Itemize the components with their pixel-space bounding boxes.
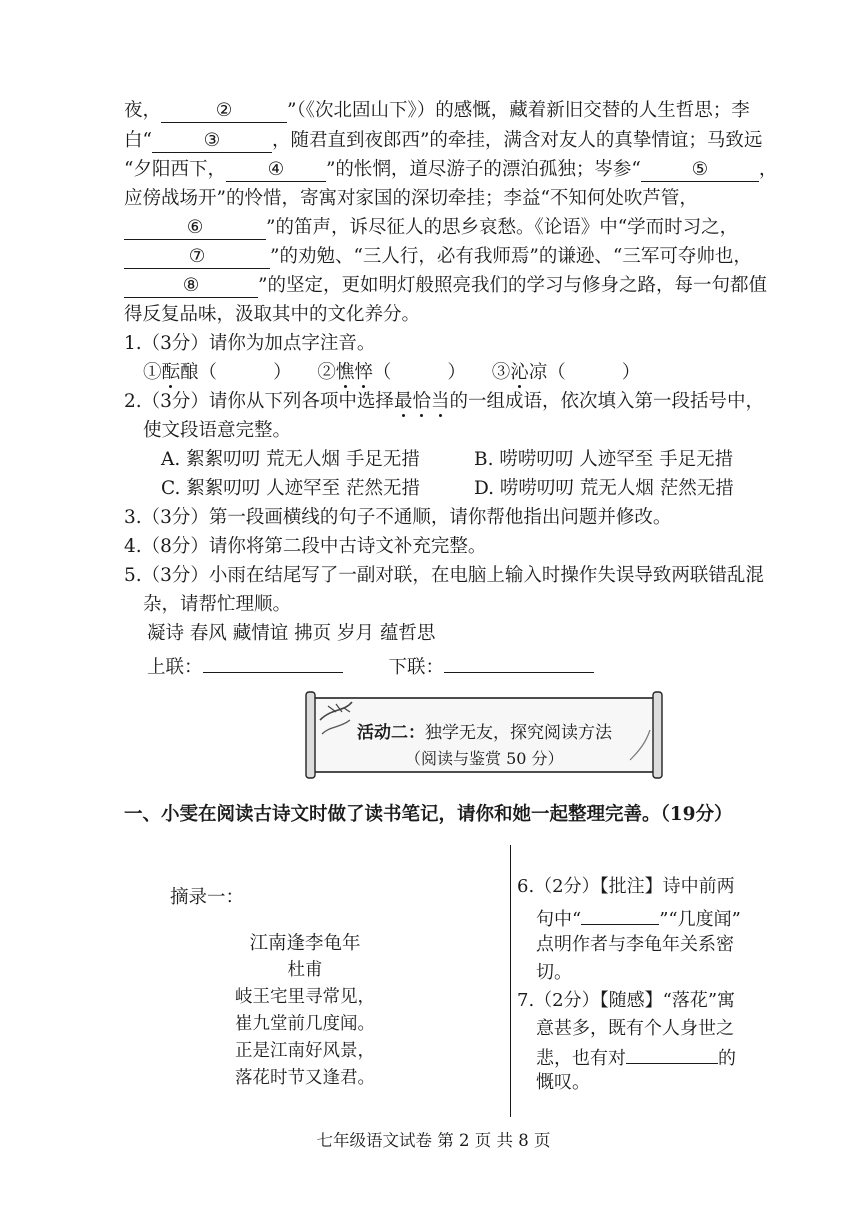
blank-number: ②: [215, 100, 233, 121]
paren-close: ）: [273, 362, 292, 383]
question-7-text: 7.（2分）【随感】“落花”寓: [517, 990, 736, 1011]
paren-close: ）: [447, 362, 466, 383]
char: 凉: [528, 362, 548, 383]
lower-couplet-blank[interactable]: [444, 651, 594, 673]
banner-subtitle-text: （阅读与鉴赏 50 分）: [405, 749, 564, 768]
dotted-char: 沁: [510, 362, 529, 383]
page-footer: [0, 1128, 867, 1154]
dotted-char: 憔: [335, 362, 355, 383]
question-2-text: 使文段语意完整。: [143, 420, 292, 441]
question-6-line-3: [536, 932, 734, 958]
poem-line: 崔九堂前几度闻。: [235, 1014, 375, 1034]
couplet-words: [147, 621, 435, 647]
poem-line: 正是江南好风景，: [235, 1041, 375, 1061]
poem-title: 江南逢李龟年: [249, 933, 361, 954]
question-2-text: 的一组成语，依次填入第一段括号中，: [449, 391, 764, 412]
question-6-line-4: [536, 960, 572, 986]
pinyin-item-3: [492, 362, 641, 383]
option-text: A. 絮絮叨叨 荒无人烟 手足无措: [161, 449, 420, 470]
passage-text: ，: [758, 159, 778, 180]
question-2-text: 2.（3分）请你从下列各项中选择: [124, 391, 394, 412]
q6-blank[interactable]: [581, 903, 659, 925]
question-7: [517, 988, 735, 1014]
blank-number: ⑦: [188, 246, 206, 267]
passage-line-2: [124, 128, 762, 154]
question-7-text: 意甚多，既有个人身世之: [536, 1018, 734, 1039]
passage-text: ”的劝勉、“三人行，必有我师焉”的谦逊、“三军可夺帅也，: [270, 246, 752, 267]
lower-couplet-label: 下联：: [388, 657, 445, 678]
passage-text: “夕阳西下，: [124, 159, 226, 180]
passage-text: ”的笛声，诉尽征人的思乡哀愁。《论语》中“学而时习之，: [266, 217, 739, 238]
question-3-text: 3.（3分）第一段画横线的句子不通顺，请你帮他指出问题并修改。: [124, 507, 672, 528]
poem-author: 杜甫: [287, 960, 323, 980]
question-2: [124, 389, 764, 415]
passage-text: ”的怅惘，道尽游子的漂泊孤独；岑参“: [325, 159, 641, 180]
question-6-text: ”“几度闻”: [659, 909, 741, 930]
blank-3[interactable]: [152, 131, 272, 153]
column-divider: [510, 845, 511, 1117]
question-7-text: 悲，也有对: [536, 1048, 626, 1069]
option-b[interactable]: [474, 447, 733, 473]
question-3: [124, 505, 671, 531]
paren-open: （: [198, 362, 218, 383]
question-6-text: 点明作者与李龟年关系密: [536, 934, 734, 955]
question-6: [517, 874, 735, 900]
question-7-line-2: [536, 1016, 734, 1042]
question-6-line-2: [536, 903, 741, 933]
option-text: C. 絮絮叨叨 人迹罕至 茫然无措: [161, 478, 421, 499]
option-d[interactable]: [474, 476, 734, 502]
option-c[interactable]: [161, 476, 420, 502]
option-text: D. 唠唠叨叨 荒无人烟 茫然无措: [474, 478, 734, 499]
question-4: [124, 534, 486, 560]
item-number: ②: [317, 362, 336, 383]
passage-line-3: [124, 157, 777, 183]
dotted-char: 最: [393, 391, 413, 412]
question-1-items: [143, 360, 640, 386]
poem-line: 岐王宅里寻常见，: [235, 987, 375, 1007]
banner-title: [357, 718, 612, 743]
blank-2[interactable]: [161, 101, 287, 123]
char: 酿: [180, 362, 199, 383]
banner-title-text: 独学无友，探究阅读方法: [425, 723, 612, 743]
q7-blank[interactable]: [626, 1042, 718, 1064]
passage-line-5: [124, 215, 738, 241]
blank-4[interactable]: [226, 160, 326, 182]
upper-couplet-label: 上联：: [147, 657, 203, 678]
banner-subtitle: [405, 746, 564, 769]
passage-line-6: [124, 244, 752, 270]
passage-text: ”（《次北固山下》）的感慨，藏着新旧交替的人生哲思；李: [287, 100, 750, 121]
poem-line: 落花时节又逢君。: [235, 1068, 375, 1088]
question-2-line-2: [143, 418, 291, 444]
passage-text: ”的坚定，更如明灯般照亮我们的学习与修身之路，每一句都值: [258, 275, 767, 296]
question-7-line-3: [536, 1042, 736, 1072]
item-number: ③: [491, 362, 511, 383]
blank-7[interactable]: [124, 247, 270, 269]
passage-text: 得反复品味，汲取其中的文化养分。: [124, 304, 421, 325]
option-text: B. 唠唠叨叨 人迹罕至 手足无措: [474, 449, 734, 470]
passage-text: 应傍战场开”的怜惜，寄寓对家国的深切牵挂；李益“不知何处吹芦管，: [124, 188, 698, 209]
question-6-text: 切。: [536, 962, 572, 983]
passage-line-1: [124, 98, 750, 124]
dotted-char: 悴: [354, 362, 373, 383]
blank-number: ④: [267, 159, 285, 180]
pinyin-item-1: [143, 362, 292, 383]
pinyin-item-2: [317, 362, 466, 383]
paren-open: （: [372, 362, 392, 383]
dotted-phrase: [394, 391, 450, 412]
poem: [205, 930, 405, 1092]
question-7-text: 的: [718, 1048, 736, 1069]
question-4-text: 4.（8分）请你将第二段中古诗文补充完整。: [124, 536, 487, 557]
question-7-line-4: [536, 1070, 590, 1096]
blank-6[interactable]: [124, 218, 266, 240]
question-6-text: 6.（2分）【批注】诗中前两: [517, 876, 735, 897]
passage-text: 夜，: [124, 100, 162, 121]
upper-couplet-blank[interactable]: [203, 651, 343, 673]
question-5: [124, 563, 764, 589]
blank-8[interactable]: [124, 276, 258, 298]
question-5-text: 5.（3分）小雨在结尾写了一副对联，在电脑上输入时操作失误导致两联错乱混: [124, 565, 764, 586]
passage-text: ，随君直到夜郎西”的牵挂，满含对友人的真挚情谊；马致远: [271, 130, 763, 151]
banner-title-label: 活动二：: [357, 723, 425, 743]
question-5-text: 杂，请帮忙理顺。: [143, 594, 292, 615]
blank-5[interactable]: [641, 160, 759, 182]
section-heading-text: 一、小雯在阅读古诗文时做了读书笔记，请你和她一起整理完善。（19分）: [124, 804, 733, 825]
dotted-char: 恰: [412, 391, 431, 412]
couplet-words-text: 凝诗 春风 藏情谊 拂页 岁月 蕴哲思: [147, 623, 436, 644]
paren-open: （: [547, 362, 566, 383]
option-a[interactable]: [161, 447, 420, 473]
item-number: ①: [143, 362, 162, 383]
blank-number: ⑥: [186, 217, 204, 238]
excerpt-label-text: 摘录一：: [170, 887, 245, 908]
dotted-char: 酝: [161, 362, 181, 383]
blank-number: ⑤: [691, 159, 709, 180]
upper-couplet: [147, 651, 594, 681]
dotted-char: 当: [430, 391, 450, 412]
section-heading: [124, 802, 733, 828]
passage-line-4: [124, 186, 698, 212]
blank-number: ⑧: [182, 275, 200, 296]
passage-text: 白“: [124, 130, 152, 151]
question-5-line-2: [143, 592, 291, 618]
blank-number: ③: [203, 130, 221, 151]
page-footer-text: 七年级语文试卷 第 2 页 共 8 页: [316, 1131, 551, 1150]
paren-close: ）: [621, 362, 641, 383]
question-1-text: 1.（3分）请你为加点字注音。: [124, 333, 376, 354]
passage-line-7: [124, 273, 767, 299]
passage-line-8: [124, 302, 420, 328]
excerpt-label: [170, 885, 244, 911]
activity-banner: [300, 690, 670, 780]
question-7-text: 慨叹。: [536, 1072, 590, 1093]
question-6-text: 句中“: [536, 909, 582, 930]
question-1: [124, 331, 375, 357]
